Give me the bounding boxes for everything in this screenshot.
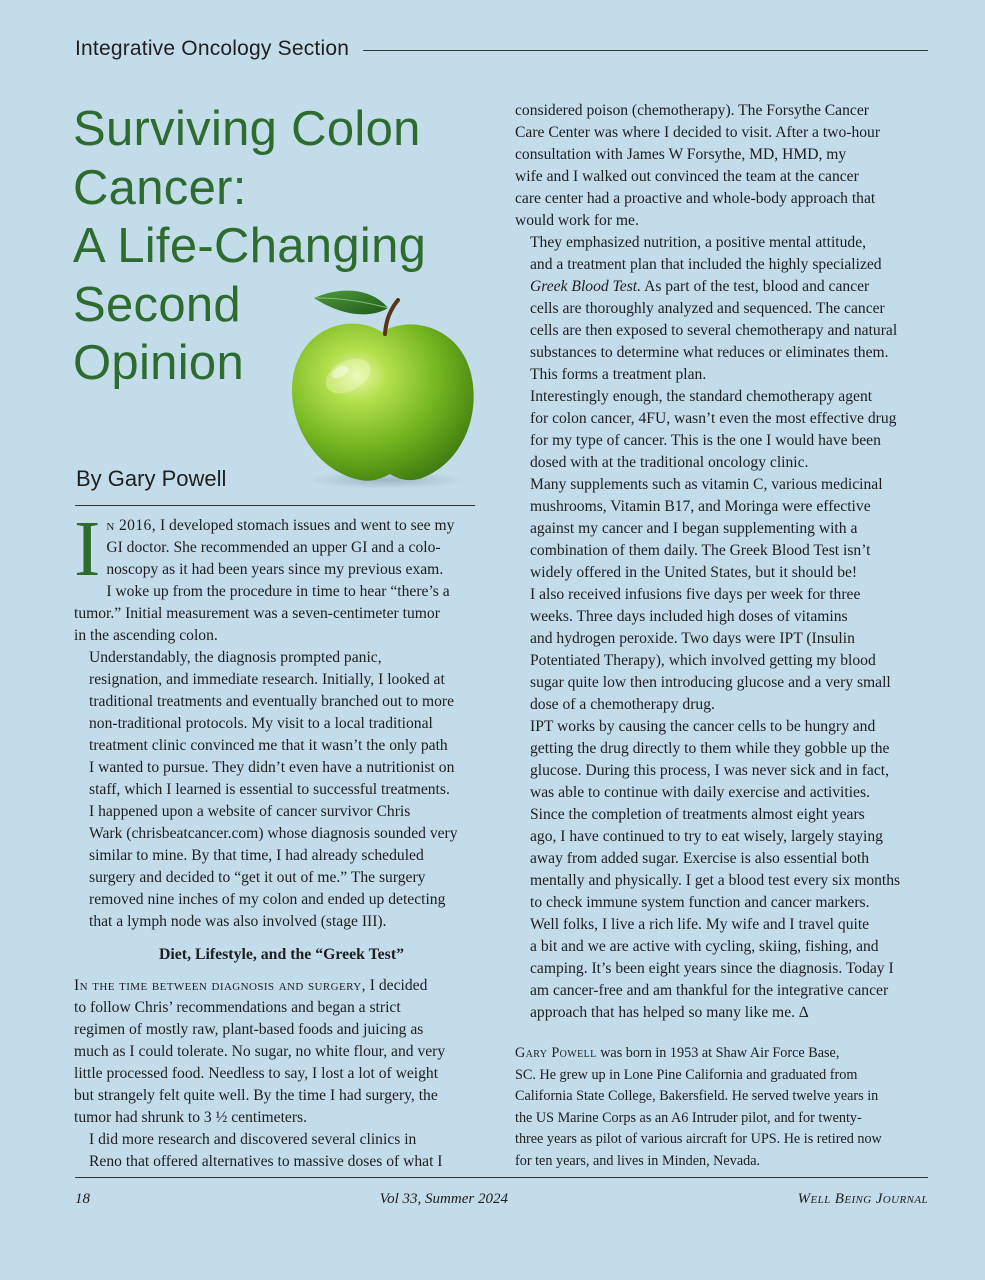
text-line: SC. He grew up in Lone Pine California and graduated from <box>515 1066 858 1083</box>
text-line: Well folks, I live a rich life. My wife and I travel quite <box>530 916 870 933</box>
text-line: IPT works by causing the cancer cells to be hungry and <box>530 718 876 735</box>
article-column-right <box>515 100 930 1173</box>
text-line: dose of a chemotherapy drug. <box>530 696 715 713</box>
title-line: Surviving Colon <box>73 102 421 156</box>
text-line: camping. It’s been eight years since the diagnosis. Today I <box>530 960 894 977</box>
text-line: against my cancer and I began supplementing with a <box>530 520 858 537</box>
text-line: resignation, and immediate research. Initially, I looked at <box>89 671 445 688</box>
text-line: Interestingly enough, the standard chemotherapy agent <box>530 388 873 405</box>
text-line: Understandably, the diagnosis prompted panic, <box>89 649 382 666</box>
text-line: I did more research and discovered several clinics in <box>89 1131 417 1148</box>
article-column-left <box>74 506 489 1173</box>
paragraph <box>515 716 930 804</box>
text-line: They emphasized nutrition, a positive mental attitude, <box>530 234 867 251</box>
text-line: glucose. During this process, I was never sick and in fact, <box>530 762 889 779</box>
journal-name: Well Being Journal <box>797 1191 928 1207</box>
section-header <box>75 34 928 64</box>
paragraph <box>515 232 930 386</box>
text-line: I woke up from the procedure in time to hear “there’s a <box>106 583 450 600</box>
author-bio <box>515 1043 930 1173</box>
text-line: Greek Blood Test. As part of the test, blood and cancer <box>530 278 870 295</box>
text-line: tumor had shrunk to 3 ½ centimeters. <box>74 1109 307 1126</box>
text-line: Gary Powell was born in 1953 at Shaw Air Force Base, <box>515 1045 840 1061</box>
text-line: California State College, Bakersfield. He served twelve years in <box>515 1088 879 1105</box>
paragraph <box>74 975 489 1129</box>
text-line: the US Marine Corps as an A6 Intruder pilot, and for twenty- <box>515 1109 862 1126</box>
text-line: and a treatment plan that included the highly specialized <box>530 256 882 273</box>
text-line: GI doctor. She recommended an upper GI and a colo- <box>106 539 441 556</box>
title-line: Second <box>73 277 241 332</box>
text-line: mushrooms, Vitamin B17, and Moringa were effective <box>530 498 871 515</box>
byline-rule <box>75 505 475 506</box>
text-line: considered poison (chemotherapy). The Forsythe Cancer <box>515 102 869 119</box>
text-line: in the ascending colon. <box>74 627 218 644</box>
text-line: surgery and decided to “get it out of me.” The surgery <box>89 869 426 886</box>
text-line: I happened upon a website of cancer survivor Chris <box>89 803 411 820</box>
text-line: am cancer-free and am thankful for the integrative cancer <box>530 982 889 999</box>
text-line: n 2016, I developed stomach issues and went to see my <box>106 517 455 534</box>
page-number: 18 <box>75 1191 90 1207</box>
paragraph <box>74 506 489 647</box>
byline: By Gary Powell <box>76 466 227 491</box>
text-line: Potentiated Therapy), which involved getting my blood <box>530 652 876 669</box>
text-line: staff, which I learned is essential to successful treatments. <box>89 781 450 798</box>
paragraph <box>74 801 489 933</box>
text-line: for ten years, and lives in Minden, Nevada. <box>515 1152 761 1169</box>
text-line: wife and I walked out convinced the team at the cancer <box>515 168 859 185</box>
text-line: treatment clinic convinced me that it wasn’t the only path <box>89 737 448 754</box>
paragraph <box>515 474 930 584</box>
issue-info: Vol 33, Summer 2024 <box>379 1191 508 1207</box>
footer-rule <box>75 1177 928 1178</box>
text-line: three years as pilot of various aircraft for UPS. He is retired now <box>515 1131 882 1148</box>
text-line: away from added sugar. Exercise is also essential both <box>530 850 870 867</box>
paragraph <box>515 100 930 232</box>
text-line: care center had a proactive and whole-body approach that <box>515 190 876 207</box>
text-line: and hydrogen peroxide. Two days were IPT (Insulin <box>530 630 855 647</box>
text-line: regimen of mostly raw, plant-based foods and juicing as <box>74 1021 424 1038</box>
text-line: cells are thoroughly analyzed and sequenced. The cancer <box>530 300 885 317</box>
section-header-rule <box>363 50 928 51</box>
text-line: Since the completion of treatments almost eight years <box>530 806 865 823</box>
text-line: noscopy as it had been years since my previous exam. <box>106 561 444 578</box>
text-line: for my type of cancer. This is the one I would have been <box>530 432 881 449</box>
title-line: Cancer: <box>73 160 247 215</box>
text-line: This forms a treatment plan. <box>530 366 707 383</box>
text-line: widely offered in the United States, but it should be! <box>530 564 858 581</box>
paragraph <box>515 584 930 716</box>
text-line: traditional treatments and eventually branched out to more <box>89 693 455 710</box>
text-line: I wanted to pursue. They didn’t even have a nutritionist on <box>89 759 455 776</box>
text-line: much as I could tolerate. No sugar, no white flour, and very <box>74 1043 446 1060</box>
text-line: Wark (chrisbeatcancer.com) whose diagnosis sounded very <box>89 825 458 842</box>
green-apple-image <box>282 280 482 490</box>
text-line: to follow Chris’ recommendations and began a strict <box>74 999 401 1016</box>
text-line: weeks. Three days included high doses of vitamins <box>530 608 848 625</box>
text-line: dosed with at the traditional oncology clinic. <box>530 454 809 471</box>
text-line: Many supplements such as vitamin C, various medicinal <box>530 476 883 493</box>
paragraph <box>515 914 930 1024</box>
text-line: tumor.” Initial measurement was a seven-centimeter tumor <box>74 605 440 622</box>
text-line: non-traditional protocols. My visit to a local traditional <box>89 715 433 732</box>
drop-cap: I <box>74 506 101 593</box>
text-line: removed nine inches of my colon and ended up detecting <box>89 891 446 908</box>
text-line: to check immune system function and cancer markers. <box>530 894 870 911</box>
paragraph <box>515 386 930 474</box>
title-line: Opinion <box>73 336 244 390</box>
text-line: Care Center was where I decided to visit. After a two-hour <box>515 124 881 141</box>
text-line: cells are then exposed to several chemotherapy and natural <box>530 322 898 339</box>
text-line: Reno that offered alternatives to massive doses of what I <box>89 1153 443 1170</box>
text-line: that a lymph node was also involved (stage III). <box>89 913 387 930</box>
section-title: Integrative Oncology Section <box>75 37 350 60</box>
text-line: combination of them daily. The Greek Blood Test isn’t <box>530 542 871 559</box>
text-line: a bit and we are active with cycling, skiing, fishing, and <box>530 938 879 955</box>
text-line: sugar quite low then introducing glucose and a very small <box>530 674 891 691</box>
page-footer <box>75 1191 928 1208</box>
text-line: ago, I have continued to try to eat wisely, largely staying <box>530 828 883 845</box>
text-line: getting the drug directly to them while they gobble up the <box>530 740 890 757</box>
text-line: substances to determine what reduces or eliminates them. <box>530 344 889 361</box>
text-line: consultation with James W Forsythe, MD, HMD, my <box>515 146 847 163</box>
text-line: was able to continue with daily exercise and activities. <box>530 784 870 801</box>
paragraph <box>515 804 930 914</box>
text-line: for colon cancer, 4FU, wasn’t even the most effective drug <box>530 410 897 427</box>
paragraph <box>74 647 489 801</box>
subheading: Diet, Lifestyle, and the “Greek Test” <box>159 946 404 963</box>
paragraph <box>74 1129 489 1173</box>
title-line: A Life-Changing <box>73 219 427 273</box>
text-line: but strangely felt quite well. By the time I had surgery, the <box>74 1087 438 1104</box>
text-line: mentally and physically. I get a blood test every six months <box>530 872 901 889</box>
text-line: little processed food. Needless to say, I lost a lot of weight <box>74 1065 439 1082</box>
text-line: I also received infusions five days per week for three <box>530 586 861 603</box>
text-line: would work for me. <box>515 212 639 229</box>
text-line: similar to mine. By that time, I had already scheduled <box>89 847 424 864</box>
text-line: In the time between diagnosis and surgery, I decided <box>74 977 428 994</box>
text-line: approach that has helped so many like me. ∆ <box>530 1004 809 1021</box>
author-name: Gary Powell <box>515 1045 597 1061</box>
